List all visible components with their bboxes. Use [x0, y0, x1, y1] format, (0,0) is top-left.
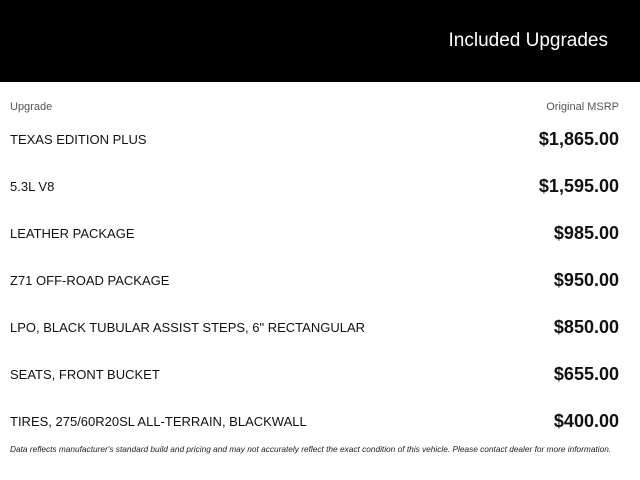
list-item: [10, 219, 619, 266]
msrp-column-header: Original MSRP: [546, 101, 619, 113]
upgrade-price: $1,595.00: [538, 176, 619, 196]
upgrades-list: [10, 125, 619, 454]
list-item: [10, 266, 619, 313]
upgrade-name: Z71 OFF-ROAD PACKAGE: [10, 273, 170, 288]
upgrade-name: 5.3L V8: [10, 179, 55, 194]
upgrade-name: SEATS, FRONT BUCKET: [10, 367, 160, 382]
upgrade-column-header: Upgrade: [10, 101, 53, 113]
list-item: [10, 172, 619, 219]
page-title: Included Upgrades: [448, 30, 608, 51]
column-headers: [10, 100, 619, 114]
upgrade-price: $950.00: [553, 270, 619, 290]
upgrade-name: LEATHER PACKAGE: [10, 226, 135, 241]
upgrade-price: $655.00: [553, 364, 619, 384]
list-item: [10, 360, 619, 407]
upgrade-name: LPO, BLACK TUBULAR ASSIST STEPS, 6" RECTANGULAR: [10, 320, 366, 335]
disclaimer-text: Data reflects manufacturer's standard build and pricing and may not accurately reflect the exact condition of this vehicle. Please contact dealer for more information.: [10, 444, 612, 454]
upgrade-price: $985.00: [553, 223, 619, 243]
upgrade-name: TIRES, 275/60R20SL ALL-TERRAIN, BLACKWALL: [10, 414, 307, 429]
list-item: [10, 313, 619, 360]
upgrade-price: $850.00: [553, 317, 619, 337]
header-bar: [0, 0, 640, 82]
upgrade-price: $1,865.00: [538, 129, 619, 149]
upgrade-name: TEXAS EDITION PLUS: [10, 132, 147, 147]
list-item: [10, 125, 619, 172]
upgrade-price: $400.00: [553, 411, 619, 431]
